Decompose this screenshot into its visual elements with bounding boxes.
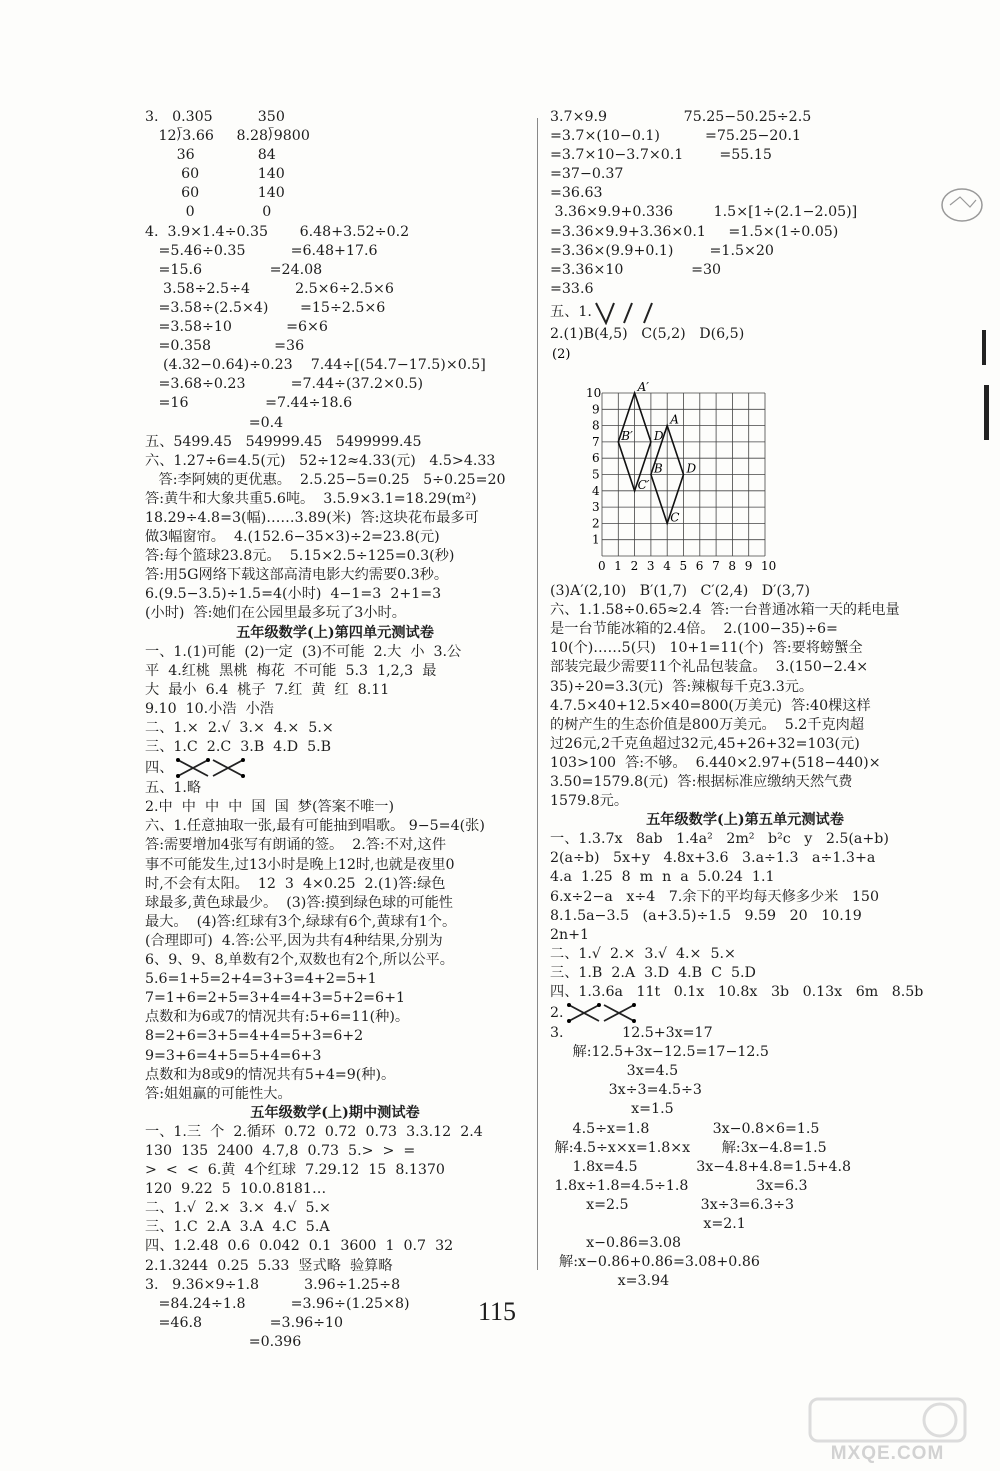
answer-line: 点数和为8或9的情况共有5+4=9(种)。 (145, 1066, 396, 1083)
answer-line: =3.7×10−3.7×0.1 =55.15 (550, 147, 772, 164)
answer-line: 60 140 (145, 185, 285, 202)
answer-line: 6.x÷2−a x÷4 7.余下的平均每天修多少米 150 (550, 888, 879, 905)
answer-line: 五、5499.45 549999.45 5499999.45 (145, 433, 422, 450)
grid-y-label: 9 (592, 402, 600, 417)
answer-line: x=3.94 (550, 1273, 670, 1290)
answer-line: 4. 3.9×1.4÷0.35 6.48+3.52÷0.2 (145, 223, 410, 240)
answer-line: 3. 9.36×9÷1.8 3.96÷1.25÷8 (145, 1276, 401, 1293)
answer-line: =37−0.37 (550, 166, 624, 183)
answer-line: 12⟌3.66 8.28⟌9800 (145, 128, 310, 145)
answer-line: =0.396 (145, 1333, 302, 1350)
answer-line: 过26元,2千克鱼超过32元,45+26+32=103(元) (550, 735, 860, 752)
grid-y-label: 8 (592, 418, 600, 433)
answer-line: x=1.5 (550, 1101, 674, 1118)
answer-line: > < < 6.黄 4个红球 7.29.12 15 8.1370 (145, 1162, 445, 1179)
answer-line: 是一台节能冰箱的2.4倍。 2.(100−35)÷6= (550, 621, 838, 638)
answer-line: 平 4.红桃 黑桃 梅花 不可能 5.3 1,2,3 最 (145, 662, 437, 679)
watermark-logo (800, 1395, 975, 1465)
answer-line: =16 =7.44÷18.6 (145, 395, 353, 412)
answer-line: 事不可能发生,过13小时是晚上12时,也就是夜里0 (145, 856, 455, 873)
answer-line: 2.1.3244 0.25 5.33 竖式略 验算略 (145, 1257, 393, 1274)
section-title: 五年级数学(上)第五单元测试卷 (646, 812, 844, 829)
vertex-label: B′ (621, 428, 633, 443)
answer-line: 3x÷3=4.5÷3 (550, 1082, 702, 1099)
answer-line: (4.32−0.64)÷0.23 7.44÷[(54.7−17.5)×0.5] (145, 357, 486, 374)
answer-line: 4.7.5×40+12.5×40=800(万美元) 答:40棵这样 (550, 697, 871, 714)
answer-line: =3.36×10 =30 (550, 261, 722, 278)
answer-line: 三、1.C 2.C 3.B 4.D 5.B (145, 739, 332, 756)
answer-line: 四、1.2.48 0.6 0.042 0.1 3600 1 0.7 32 (145, 1238, 454, 1255)
vertex-label: A (670, 412, 679, 427)
grid-y-label: 2 (592, 516, 600, 531)
answer-line: =0.358 =36 (145, 338, 305, 355)
answer-line: 6.(9.5−3.5)÷1.5=4(小时) 4−1=3 2+1=3 (145, 586, 442, 603)
answer-line: 1.8x=4.5 3x−4.8+4.8=1.5+4.8 (550, 1158, 852, 1175)
answer-line: 3.58÷2.5÷4 2.5×6÷2.5×6 (145, 280, 394, 297)
grid-x-label: 6 (695, 559, 704, 574)
answer-line: 5.6=1+5=2+4=3+3=4+2=5+1 (145, 971, 377, 988)
grid-y-label: 4 (592, 483, 600, 498)
answer-line: 六、1.任意抽取一张,最有可能抽到唱歌。 9−5=4(张) (145, 818, 485, 835)
grid-y-label: 3 (592, 500, 600, 515)
answer-line: =33.6 (550, 280, 594, 297)
grid-x-label: 4 (663, 559, 671, 574)
answer-line: 二、1.√ 2.× 3.× 4.√ 5.× (145, 1200, 331, 1217)
answer-line: =3.36×9.9+3.36×0.1 =1.5×(1÷0.05) (550, 223, 839, 240)
answer-line: 三、1.B 2.A 3.D 4.B C 5.D (550, 964, 756, 981)
answer-line: 1579.8元。 (550, 793, 629, 810)
answer-line: 的树产生的生态价值是800万美元。 5.2千克肉超 (550, 716, 865, 733)
answer-line: 二、1.× 2.√ 3.× 4.× 5.× (145, 720, 334, 736)
answer-line: 8.1.5a−3.5 (a+3.5)÷1.5 9.59 20 10.19 (550, 907, 862, 924)
vertex-label: D′ (653, 428, 667, 443)
answer-line: =5.46÷0.35 =6.48+17.6 (145, 242, 378, 259)
answer-line: 答:黄牛和大象共重5.6吨。 3.5.9×3.1=18.29(m²) (145, 490, 477, 507)
answer-line: 六、1.27÷6=4.5(元) 52÷12≈4.33(元) 4.5>4.33 (145, 452, 496, 469)
answer-line: 答:需要增加4张写有朗诵的签。 2.答:不对,这件 (145, 837, 447, 854)
vertex-label: C′ (637, 477, 650, 492)
answer-line: 时,不会有太阳。 12 3 4×0.25 2.(1)答:绿色 (145, 875, 446, 892)
answer-line: 一、1.三 个 2.循环 0.72 0.72 0.73 3.3.12 2.4 (145, 1123, 483, 1140)
answer-line: 2. (550, 1002, 940, 1024)
answer-line: 四、 (145, 757, 525, 779)
answer-line: 103>100 答:不够。 6.440×2.97+(518−440)× (550, 754, 881, 771)
answer-line: 2.中 中 中 中 国 国 梦(答案不唯一) (145, 799, 394, 816)
answer-line: 2(a÷b) 5x+y 4.8x+3.6 3.a÷1.3 a÷1.3+a (550, 850, 876, 867)
right-column (550, 108, 940, 1291)
answer-line: =3.7×(10−0.1) =75.25−20.1 (550, 128, 801, 145)
answer-line: 6、9、9、8,单数有2个,双数也有2个,所以公平。 (145, 952, 454, 969)
grid-x-label: 0 (598, 559, 606, 574)
grid-x-label: 9 (744, 559, 753, 574)
grid-y-label: 6 (592, 451, 600, 466)
answer-line: =3.36×(9.9+0.1) =1.5×20 (550, 242, 774, 259)
answer-line: 60 140 (145, 166, 285, 183)
grid-y-label: 5 (592, 467, 600, 482)
answer-line: 3.50=1579.8(元) 答:根据标准应缴纳天然气费 (550, 773, 853, 790)
answer-line: 3. 0.305 350 (145, 109, 285, 125)
answer-line: =3.58÷10 =6×6 (145, 319, 328, 336)
matching-lines-icon (564, 1002, 644, 1024)
answer-line: x−0.86=3.08 (550, 1235, 682, 1252)
vertex-label: C (670, 510, 680, 525)
answer-line: 2.(1)B(4,5) C(5,2) D(6,5) (550, 325, 745, 342)
answer-line: (小时) 答:她们在公园里最多玩了3小时。 (145, 605, 406, 622)
answer-line: 四、1.3.6a 11t 0.1x 10.8x 3b 0.13x 6m 8.5b (550, 984, 924, 1000)
answer-line: =15.6 =24.08 (145, 261, 323, 278)
answer-line: 点数和为6或7的情况共有:5+6=11(种)。 (145, 1009, 410, 1026)
answer-line: 二、1.√ 2.× 3.√ 4.× 5.× (550, 945, 736, 962)
answer-line: 答:姐姐赢的可能性大。 (145, 1085, 292, 1102)
vertex-label: A′ (637, 380, 649, 395)
answer-line: 2n+1 (550, 926, 590, 943)
grid-y-label: 1 (592, 532, 600, 547)
answer-line: 解:12.5+3x−12.5=17−12.5 (550, 1044, 769, 1061)
answer-line: 36 84 (145, 147, 276, 164)
answer-line: 六、1.1.58÷0.65≈2.4 答:一台普通冰箱一天的耗电量 (550, 602, 900, 619)
answer-line: 答:用5G网络下载这部高清电影大约需要0.3秒。 (145, 567, 449, 584)
answer-line: 大 最小 6.4 桃子 7.红 黄 红 8.11 (145, 681, 390, 698)
coordinate-grid (550, 344, 940, 582)
grid-x-label: 10 (761, 559, 777, 574)
answer-line: 9.10 10.小浩 小浩 (145, 700, 274, 717)
left-column (145, 108, 525, 1352)
answer-line: 18.29÷4.8=3(幅)……3.89(米) 答:这块花布最多可 (145, 509, 479, 526)
answer-line: =36.63 (550, 185, 603, 202)
vertex-label: D (686, 461, 697, 476)
grid-x-label: 1 (614, 559, 622, 574)
answer-line: 3.36×9.9+0.336 1.5×[1÷(2.1−2.05)] (550, 204, 858, 221)
answer-line: 7=1+6=2+5=3+4=4+3=5+2=6+1 (145, 990, 405, 1007)
corner-stamp-icon (940, 185, 985, 225)
grid-x-label: 3 (646, 559, 655, 574)
grid-x-label: 2 (630, 559, 639, 574)
answer-line: 部装完最少需要11个礼品包装盒。 3.(150−2.4× (550, 659, 869, 676)
answer-line: x=2.1 (550, 1216, 746, 1233)
matching-lines-icon (173, 757, 253, 779)
answer-line: 答:李阿姨的更优惠。 2.5.25−5=0.25 5÷0.25=20 (145, 471, 506, 488)
answer-line: =84.24÷1.8 =3.96÷(1.25×8) (145, 1295, 410, 1312)
answer-line: (3)A′(2,10) B′(1,7) C′(2,4) D′(3,7) (550, 583, 811, 600)
answer-line: =0.4 (145, 414, 284, 431)
tick-marks-icon (592, 299, 662, 325)
page-number: 115 (478, 1297, 517, 1326)
answer-line: 解:4.5÷x×x=1.8×x 解:3x−4.8=1.5 (550, 1139, 827, 1156)
answer-line: 4.a 1.25 8 m n a 5.0.24 1.1 (550, 869, 775, 886)
answer-line: 120 9.22 5 10.0.8181… (145, 1181, 327, 1198)
answer-line: 一、1.(1)可能 (2)一定 (3)不可能 2.大 小 3.公 (145, 643, 462, 660)
grid-y-label: 7 (592, 434, 600, 449)
answer-line: 一、1.3.7x 8ab 1.4a² 2m² b²c y 2.5(a+b) (550, 831, 889, 848)
answer-line: 答:每个篮球23.8元。 5.15×2.5÷125=0.3(秒) (145, 548, 455, 565)
answer-line: 35)÷20=3.3(元) 答:辣椒每千克3.3元。 (550, 678, 814, 695)
answer-line: 0 0 (145, 204, 272, 221)
answer-line: x=2.5 3x÷3=6.3÷3 (550, 1196, 794, 1213)
grid-x-label: 7 (712, 559, 720, 574)
answer-line: 球最多,黄色球最少。 (3)答:摸到绿色球的可能性 (145, 894, 453, 911)
answer-line: 9=3+6=4+5=5+4=6+3 (145, 1047, 322, 1064)
grid-x-label: 5 (679, 559, 688, 574)
answer-line: 3. 12.5+3x=17 (550, 1025, 713, 1042)
answer-line: 8=2+6=3+5=4+4=5+3=6+2 (145, 1028, 364, 1045)
answer-line: 4.5÷x=1.8 3x−0.8×6=1.5 (550, 1120, 820, 1137)
grid-y-label: 10 (586, 386, 602, 401)
edge-marks (978, 330, 996, 450)
answer-line: 10(个)……5(只) 10+1=11(个) 答:要将螃蟹全 (550, 640, 863, 657)
answer-line: 五、1.略 (145, 780, 202, 797)
answer-line: =3.68÷0.23 =7.44÷(37.2×0.5) (145, 376, 424, 393)
answer-line: 3.7×9.9 75.25−50.25÷2.5 (550, 109, 812, 125)
vertex-label: B (653, 461, 663, 476)
answer-line: 130 135 2400 4.7,8 0.73 5.> > = (145, 1142, 416, 1159)
section-title: 五年级数学(上)期中测试卷 (250, 1104, 420, 1121)
grid-x-label: 8 (728, 559, 737, 574)
answer-line: 最大。 (4)答:红球有3个,绿球有6个,黄球有1个。 (145, 913, 457, 930)
answer-line: 做3幅窗帘。 4.(152.6−35×3)÷2=23.8(元) (145, 529, 440, 546)
watermark-text: MXQE.COM (830, 1443, 945, 1464)
section-title: 五年级数学(上)第四单元测试卷 (236, 624, 434, 641)
answer-line: (合理即可) 4.答:公平,因为共有4种结果,分别为 (145, 932, 443, 949)
svg-text:(2): (2) (552, 347, 571, 363)
answer-line: =3.58÷(2.5×4) =15÷2.5×6 (145, 299, 386, 316)
answer-line: 五、1. (550, 299, 940, 325)
answer-line: 解:x−0.86+0.86=3.08+0.86 (550, 1254, 760, 1271)
answer-line: 三、1.C 2.A 3.A 4.C 5.A (145, 1219, 330, 1236)
column-divider (537, 118, 538, 1270)
answer-line: 1.8x÷1.8=4.5÷1.8 3x=6.3 (550, 1177, 808, 1194)
answer-line: 3x=4.5 (550, 1063, 679, 1080)
answer-line: =46.8 =3.96÷10 (145, 1314, 344, 1331)
